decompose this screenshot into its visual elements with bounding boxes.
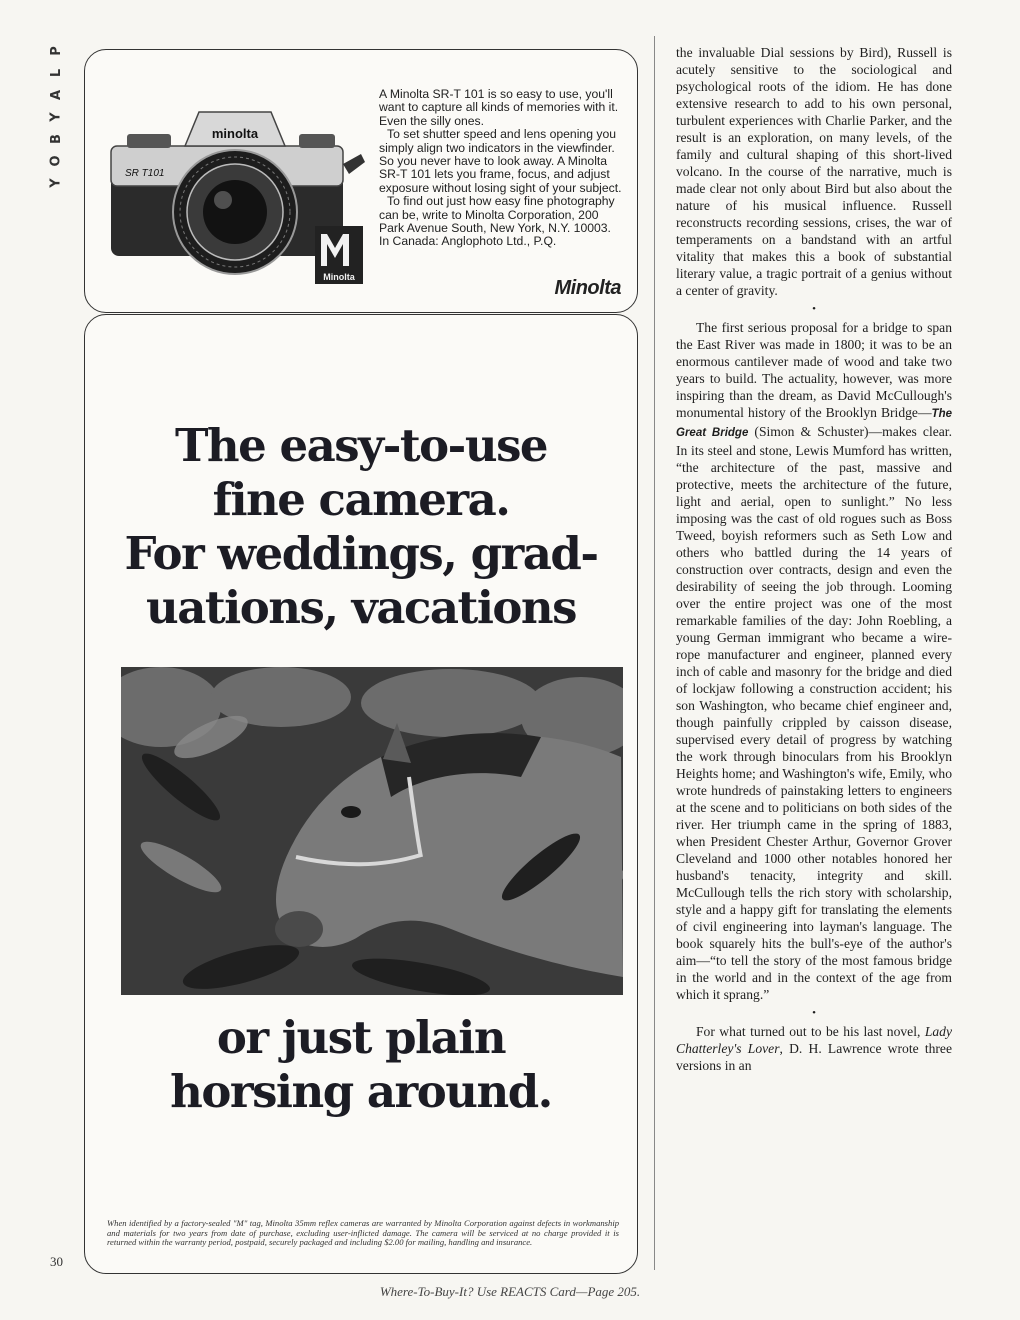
- ad-copy-paragraph: To find out just how easy fine photography can be, write to Minolta Corporation, 200 Park Avenue South, New York, N.Y. 10003. In Canada: Anglophoto Ltd., P.Q.: [379, 194, 615, 249]
- article-text: , D. H. Lawrence wrote three versions in an: [676, 1041, 952, 1073]
- headline-line: uations, vacations: [146, 581, 576, 634]
- article-text: For what turned out to be his last novel,: [696, 1024, 925, 1039]
- tagline-line: horsing around.: [170, 1065, 552, 1118]
- article-paragraph: [676, 1023, 952, 1074]
- headline-line: fine camera.: [212, 473, 510, 526]
- camera-model-text: SR T101: [125, 168, 165, 179]
- article-paragraph: the invaluable Dial sessions by Bird), Russell is acutely sensitive to the sociological and psychological roots of the idiom. He has done extensive research to add to his own personal, turbulent experiences with Charlie Parker, and the result is an exploration, on many levels, of the family and cultural shaping of this short-lived volcano. In the course of the narrative, much is made clear not only about Bird but also about the nature of his musical influence. Russell reconstructs recording sessions, crises, the war of temperaments on a bandstand with an artful vitality that makes this a book of substantial literary value, a tragic portrait of a genius without a center of gravity.: [676, 45, 952, 298]
- magazine-letter: Y: [48, 112, 64, 122]
- ad-top-box: [84, 49, 638, 313]
- brand-logo: Minolta: [554, 277, 621, 299]
- magazine-name-vertical: [48, 40, 66, 194]
- camera-illustration: [103, 94, 373, 294]
- horse-photo: [121, 667, 623, 995]
- magazine-letter: A: [49, 89, 64, 101]
- page-number: 30: [50, 1254, 63, 1269]
- headline-line: For weddings, grad-: [124, 527, 598, 580]
- ad-top-copy: [379, 88, 623, 249]
- ad-headline: [85, 419, 637, 635]
- ad-copy-paragraph: To set shutter speed and lens opening you simply align two indicators in the viewfinder. So you never have to look away. A Minolta SR-T 101 lets you frame, focus, and adjust exposure without losing sight of your subject.: [379, 127, 622, 195]
- book-title: Lady Chatterley's Lover: [676, 1024, 952, 1056]
- magazine-letter: B: [48, 134, 64, 144]
- magazine-letter: O: [49, 155, 64, 167]
- tagline-line: or just plain: [216, 1011, 506, 1064]
- warranty-text: When identified by a factory-sealed "M" tag, Minolta 35mm reflex cameras are warranted by Minolta Corporation against defects in workmanship and materials for two years from date of purchase, excluding user-inflicted damage. The camera will be serviced at no charge provided it is returned within the warranty period, postpaid, securely packaged and including $2.00 for mailing, handling and insurance.: [107, 1218, 619, 1248]
- section-separator: •: [812, 303, 816, 315]
- column-rule: [654, 36, 655, 1270]
- headline-line: The easy-to-use: [174, 419, 548, 472]
- article-text: The first serious proposal for a bridge to span the East River was made in 1800; it was to be an enormous cantilever made of wood and take two years to build. The actuality, however, was more inspiring than the dream, as David McCullough's monumental history of the Brooklyn Bridge—: [676, 320, 952, 420]
- magazine-letter: L: [48, 68, 64, 78]
- article-column: [676, 44, 952, 1074]
- page-footer: Where-To-Buy-It? Use REACTS Card—Page 205.: [379, 1284, 641, 1299]
- ad-tagline: [85, 1011, 637, 1119]
- ad-copy-paragraph: A Minolta SR-T 101 is so easy to use, you'll want to capture all kinds of memories with it. Even the silly ones.: [379, 87, 619, 128]
- ad-main-box: [84, 314, 638, 1274]
- box-brand-text: Minolta: [323, 272, 355, 282]
- article-text: (Simon & Schuster)—makes clear. In its steel and stone, Lewis Mumford has written, “the architecture of the past, massive and protective, meets the architecture of the future, light and aerial, open to sunlight.” No less imposing was the cast of old rogues such as Boss Tweed, boyish reformers such as Seth Low and others who battled during the 14 years of construction over contracts, design and even the desirability of seeing the job through. Looming over the entire project was one of the most remarkable families of the day: John Roebling, a young German immigrant who became a wire-rope manufacturer and engineer, planned every inch of cable and masonry for the bridge and died of lockjaw following a construction accident; his son Washington, who became chief engineer and, though painfully crippled by caisson disease, supervised every detail of progress by watching the work through binoculars from his Brooklyn Heights home; and Washington's wife, Emily, who wrote hundreds of painstaking letters to engineers at the scene and to politicians on both sides of the river. Her triumph came in the spring of 1883, when President Chester Arthur, Governor Grover Cleveland and 1000 other notables honored her husband's tenacity, integrity and skill. McCullough tells the rich story with scholarship, style and a happy gift for translating the elements of civil engineering into layman's language. The book squarely hits the bull's-eye of the author's aim—“to tell the story of the most famous bridge in the world and in the context of the age from which it sprang.”: [676, 424, 952, 1002]
- camera-brand-text: minolta: [211, 126, 259, 141]
- section-separator: •: [812, 1007, 816, 1019]
- book-title: The Great Bridge: [676, 408, 952, 439]
- article-paragraph: [676, 319, 952, 1003]
- magazine-letter: P: [49, 46, 64, 56]
- magazine-letter: Y: [48, 178, 64, 188]
